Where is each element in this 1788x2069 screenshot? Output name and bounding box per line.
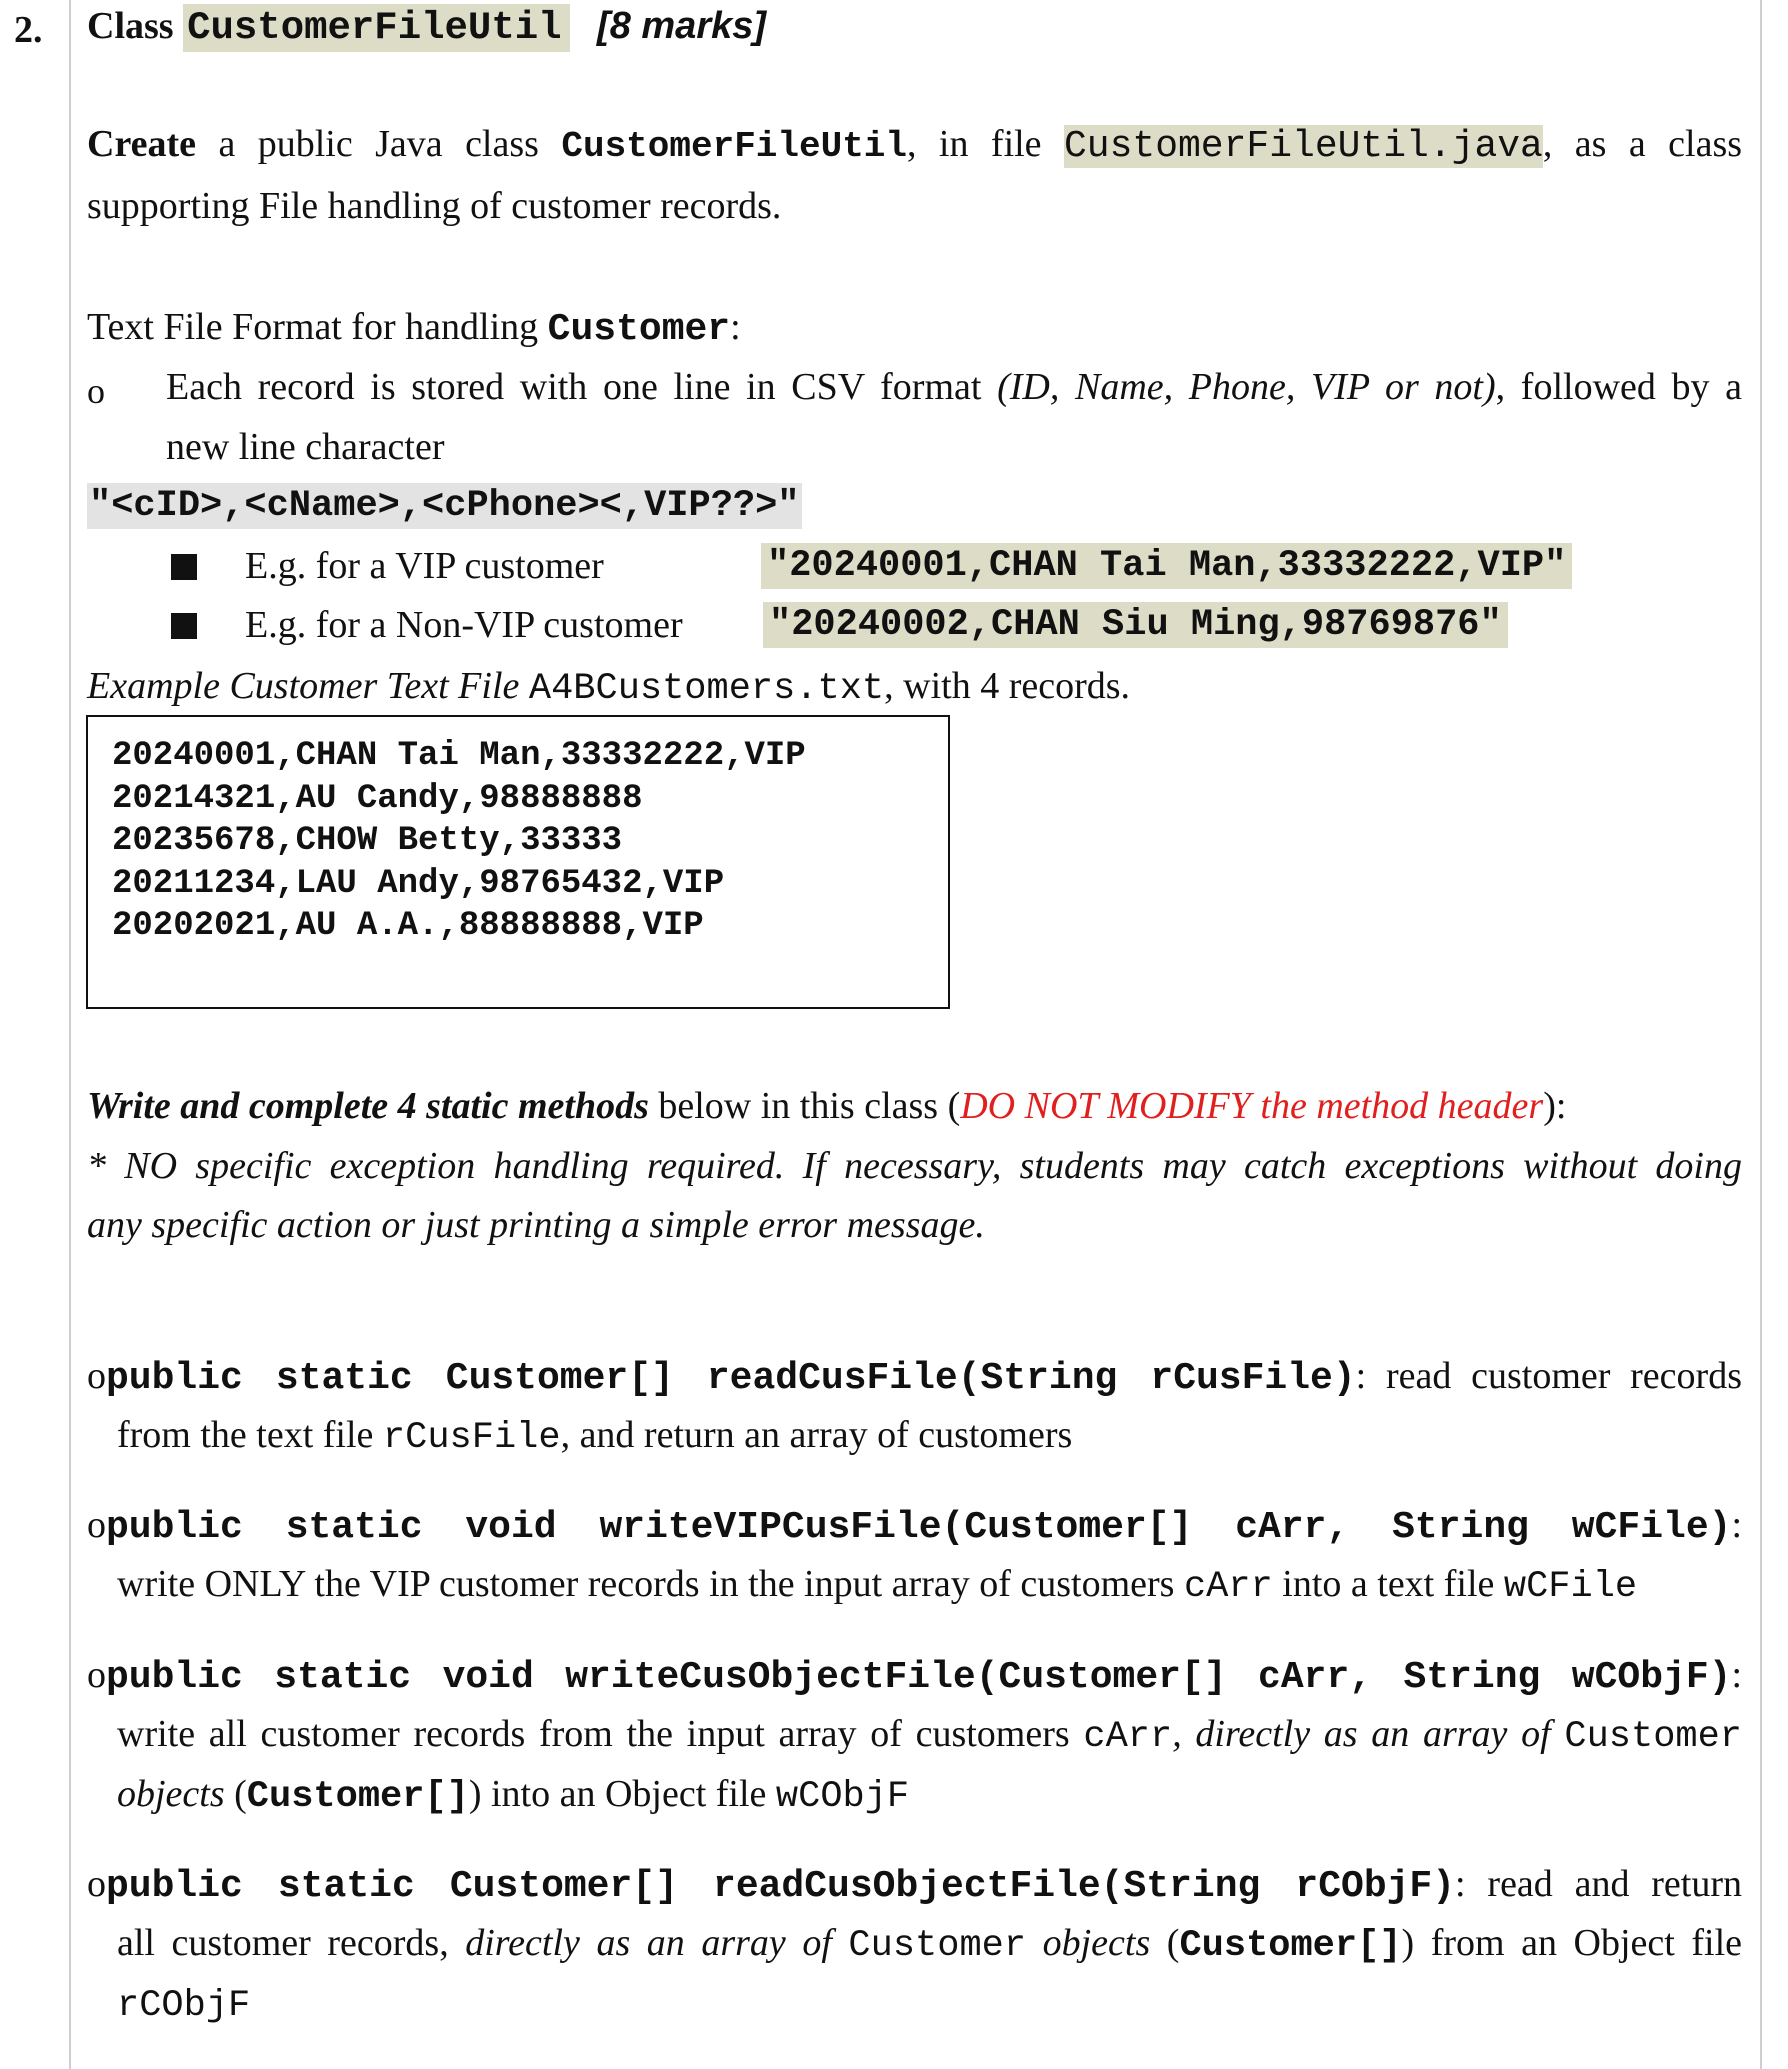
method-3-param-2: wCObjF xyxy=(775,1776,910,1818)
method-1-line-2 xyxy=(117,1413,1072,1459)
do-not-modify-warning: DO NOT MODIFY the method header xyxy=(960,1085,1544,1127)
instructions-end: ): xyxy=(1543,1085,1567,1127)
intro-text-2: , in file xyxy=(907,123,1042,165)
marks-label: [8 marks] xyxy=(597,5,767,47)
method-bullet: o xyxy=(87,1654,106,1696)
format-title-code: Customer xyxy=(547,308,731,351)
format-title xyxy=(87,305,1742,351)
method-4-signature: public static Customer[] readCusObjectFile(String rCObjF) xyxy=(106,1865,1456,1908)
method-1-param: rCusFile xyxy=(382,1417,561,1459)
intro-line-1 xyxy=(87,122,1742,168)
caption-italic: Example Customer Text File xyxy=(87,665,520,707)
note-line-2: any specific action or just printing a simple error message. xyxy=(87,1204,985,1246)
file-record: 20211234,LAU Andy,98765432,VIP xyxy=(112,864,725,903)
method-2-param-2: wCFile xyxy=(1503,1566,1638,1608)
format-desc-line-2: new line character xyxy=(166,426,445,468)
method-4-line-3 xyxy=(117,1981,250,2027)
method-1-text-2: , and return an array of customers xyxy=(560,1414,1073,1456)
heading-class-name: CustomerFileUtil xyxy=(183,4,569,52)
method-4-text: all customer records, xyxy=(117,1922,449,1964)
format-desc-text-2: , followed by a xyxy=(1495,366,1743,408)
format-title-colon: : xyxy=(730,306,741,348)
file-record: 20214321,AU Candy,98888888 xyxy=(112,779,643,818)
format-desc-line-1 xyxy=(166,365,1742,409)
method-3-text: write all customer records from the input array of customers xyxy=(117,1713,1070,1755)
method-1-desc: : read customer records xyxy=(1355,1355,1742,1397)
method-2-signature: public static void writeVIPCusFile(Customer[] cArr, String wCFile) xyxy=(106,1506,1732,1549)
format-desc-text: Each record is stored with one line in CSV format xyxy=(166,366,982,408)
record-pattern: "<cID>,<cName>,<cPhone><,VIP??>" xyxy=(89,485,800,527)
instructions-line xyxy=(87,1084,1742,1128)
method-1-text: from the text file xyxy=(117,1414,374,1456)
method-3-italic: , directly as an array of xyxy=(1172,1713,1551,1755)
method-4-type: Customer xyxy=(848,1925,1027,1967)
method-2-signature-line xyxy=(87,1503,1742,1549)
note-line-1: * NO specific exception handling required. If necessary, students may catch exceptions without doing xyxy=(87,1145,1742,1187)
method-3-type: Customer xyxy=(1564,1716,1743,1758)
create-word: Create xyxy=(87,123,197,165)
caption-rest: , with 4 records. xyxy=(884,665,1131,707)
example-label-vip: E.g. for a VIP customer xyxy=(245,545,604,587)
file-record: 20235678,CHOW Betty,33333 xyxy=(112,822,623,860)
method-3-desc: : xyxy=(1731,1654,1742,1696)
method-4-italic: directly as an array of xyxy=(465,1922,832,1964)
method-3-line-3 xyxy=(117,1772,909,1818)
square-bullet-icon xyxy=(171,613,197,639)
format-bullet: o xyxy=(87,371,105,411)
example-file-caption xyxy=(87,664,1742,710)
right-margin-rule xyxy=(1760,0,1762,2069)
instructions-bold: Write and complete 4 static methods xyxy=(87,1085,649,1127)
file-record: 20202021,AU A.A.,88888888,VIP xyxy=(112,907,704,945)
method-2-desc: : xyxy=(1731,1504,1742,1546)
method-3-array-type: Customer[] xyxy=(246,1776,469,1818)
method-4-signature-line xyxy=(87,1862,1742,1908)
example-file-content xyxy=(86,715,950,1009)
method-2-text: write ONLY the VIP customer records in the input array of customers xyxy=(117,1563,1175,1605)
method-4-paren: ( xyxy=(1166,1922,1180,1964)
method-1-signature-line xyxy=(87,1354,1742,1400)
method-4-line-2 xyxy=(117,1921,1742,1967)
method-4-italic-2: objects xyxy=(1042,1922,1151,1964)
method-3-param: cArr xyxy=(1083,1716,1173,1758)
method-2-line-2 xyxy=(117,1562,1637,1608)
method-3-italic-2: objects xyxy=(117,1773,225,1815)
left-margin-rule xyxy=(69,0,71,2069)
class-word: Class xyxy=(87,5,174,47)
method-4-param: rCObjF xyxy=(117,1985,251,2027)
example-value-vip: "20240001,CHAN Tai Man,33332222,VIP" xyxy=(761,543,1572,589)
intro-text: a public Java class xyxy=(218,123,539,165)
square-bullet-icon xyxy=(171,554,197,580)
example-value-nonvip: "20240002,CHAN Siu Ming,98769876" xyxy=(763,602,1508,648)
method-4-text-2: ) from an Object file xyxy=(1401,1922,1742,1964)
method-3-signature-line xyxy=(87,1653,1742,1699)
method-2-param: cArr xyxy=(1183,1566,1273,1608)
intro-class-name: CustomerFileUtil xyxy=(561,126,908,167)
intro-line-2: supporting File handling of customer records. xyxy=(87,185,782,227)
method-bullet: o xyxy=(87,1355,106,1397)
method-3-signature: public static void writeCusObjectFile(Customer[] cArr, String wCObjF) xyxy=(106,1656,1732,1699)
question-heading xyxy=(87,4,766,50)
format-desc-italic: (ID, Name, Phone, VIP or not) xyxy=(997,366,1496,408)
method-3-line-2 xyxy=(117,1712,1742,1758)
method-3-paren: ( xyxy=(234,1773,247,1815)
method-4-array-type: Customer[] xyxy=(1179,1925,1402,1967)
method-1-signature: public static Customer[] readCusFile(String rCusFile) xyxy=(106,1357,1356,1400)
format-title-text: Text File Format for handling xyxy=(87,306,539,348)
instructions-text: below in this class ( xyxy=(658,1085,961,1127)
caption-file-name: A4BCustomers.txt xyxy=(528,668,885,710)
intro-text-3: , as a class xyxy=(1542,123,1743,165)
example-label-nonvip: E.g. for a Non-VIP customer xyxy=(245,604,683,646)
method-bullet: o xyxy=(87,1504,106,1546)
method-4-desc: : read and return xyxy=(1455,1863,1743,1905)
question-number: 2. xyxy=(14,9,43,51)
method-3-text-3: ) into an Object file xyxy=(468,1773,767,1815)
method-2-text-2: into a text file xyxy=(1282,1563,1495,1605)
file-record: 20240001,CHAN Tai Man,33332222,VIP xyxy=(112,737,806,775)
method-bullet: o xyxy=(87,1863,106,1905)
intro-file-name: CustomerFileUtil.java xyxy=(1063,125,1543,168)
